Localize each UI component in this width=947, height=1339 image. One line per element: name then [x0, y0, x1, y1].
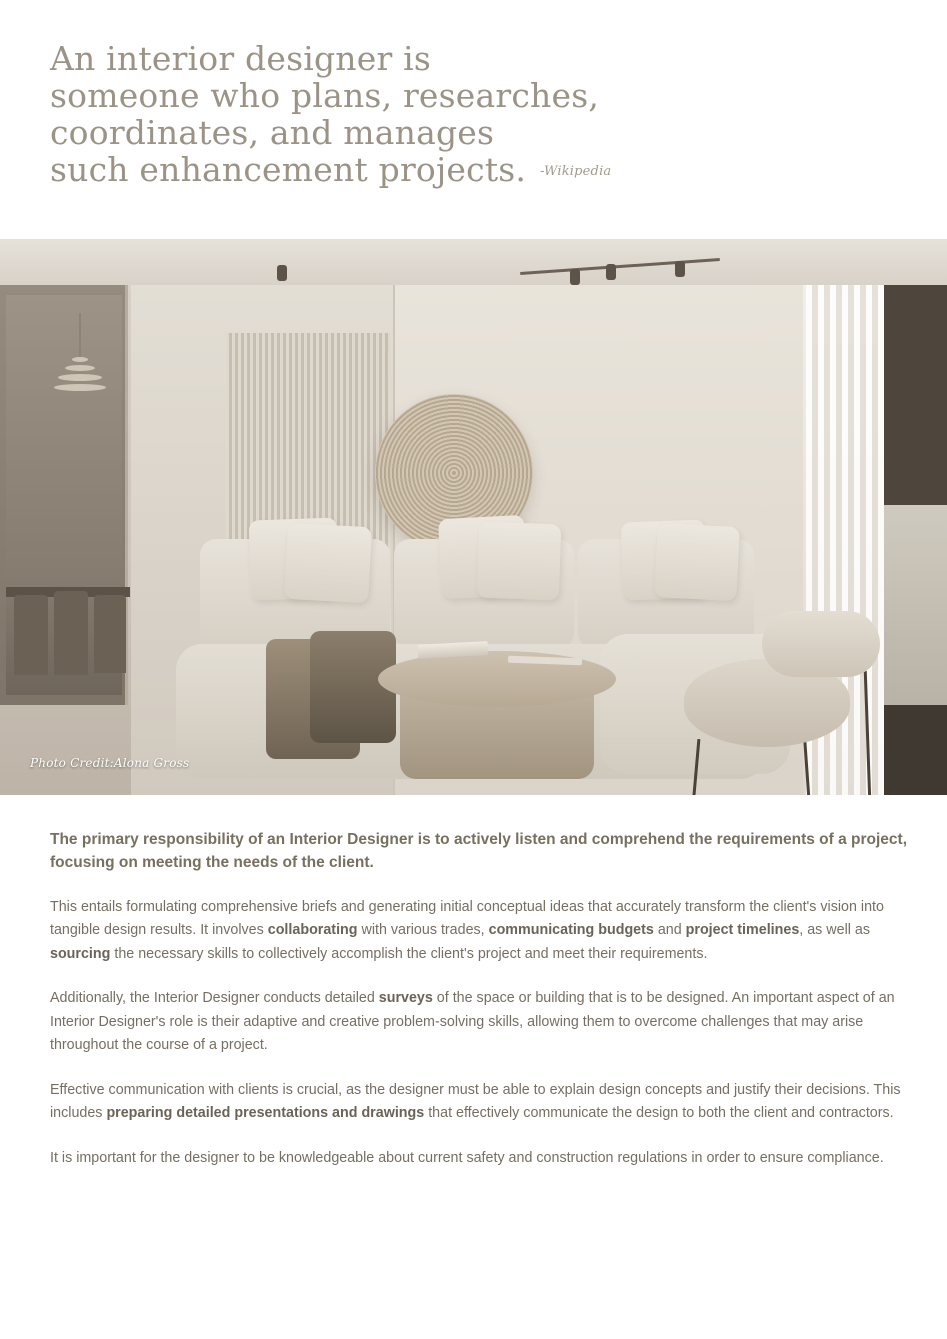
quote-line-3: coordinates, and manages	[50, 113, 495, 152]
emphasis-text: sourcing	[50, 945, 111, 962]
throw-pillow	[654, 523, 740, 601]
pull-quote	[50, 40, 670, 190]
dining-chair	[54, 591, 88, 675]
lede-paragraph: The primary responsibility of an Interior Designer is to actively listen and comprehend the requirements of a project, focusing on meeting the needs of the client.	[50, 830, 908, 871]
emphasis-text: preparing detailed presentations and drawings	[106, 1105, 425, 1121]
quote-line-2: someone who plans, researches,	[50, 76, 600, 115]
throw-pillow	[284, 523, 372, 603]
body-text: Additionally, the Interior Designer conducts detailed	[50, 990, 379, 1006]
body-text: It is important for the designer to be knowledgeable about current safety and construction regulations in order to ensure compliance.	[50, 1149, 884, 1166]
spotlight-icon	[606, 264, 616, 280]
pendant-cord	[79, 313, 81, 359]
dining-chair	[94, 595, 126, 673]
window-view	[884, 505, 947, 705]
spotlight-icon	[570, 269, 580, 285]
body-text: of the space or building that is to be designed. An important aspect of an Interior Designer's role is their adaptive and creative problem-solving skills, allowing them to overcome challenges that may arise throughout the course of a project.	[50, 990, 895, 1053]
pendant-lamp-icon	[54, 357, 106, 399]
dining-room-interior	[6, 295, 122, 695]
body-paragraph-1	[50, 896, 930, 967]
quote-line-4: such enhancement projects.	[50, 150, 527, 189]
dining-chair	[14, 595, 48, 675]
photo-credit: Photo Credit:Alona Gross	[30, 756, 190, 770]
body-paragraph-3	[50, 1079, 930, 1126]
throw-pillow	[477, 522, 562, 601]
body-text: Effective communication with clients is crucial, as the designer must be able to explain design concepts and justify their decisions. This includes	[50, 1081, 901, 1121]
body-text: , as well as	[799, 922, 870, 938]
body-text: the necessary skills to collectively accomplish the client's project and meet their requirements.	[110, 945, 708, 962]
hero-image	[0, 239, 947, 795]
body-text: and	[653, 922, 686, 938]
doorway-to-dining-room	[0, 285, 128, 705]
body-text: This entails formulating comprehensive briefs and generating initial conceptual ideas that accurately transform the client's vision into tangible design results. It involves	[50, 898, 884, 938]
spotlight-icon	[675, 261, 685, 277]
spotlight-icon	[277, 265, 287, 281]
quote-source: -Wikipedia	[540, 164, 612, 179]
body-paragraph-2	[50, 987, 930, 1058]
article-body	[50, 812, 930, 1191]
lounge-chair-back	[762, 611, 880, 677]
quote-line-1: An interior designer is	[50, 39, 432, 78]
body-text: that effectively communicate the design to both the client and contractors.	[424, 1105, 894, 1121]
emphasis-text: communicating budgets	[488, 922, 654, 938]
interior-scene	[0, 239, 947, 795]
body-text: with various trades,	[357, 922, 489, 938]
emphasis-text: project timelines	[685, 922, 800, 938]
emphasis-text: surveys	[378, 990, 433, 1006]
window-frame-lower	[884, 705, 947, 795]
window-frame-upper	[884, 285, 947, 505]
body-paragraph-4	[50, 1147, 930, 1171]
quote-line-4-row	[50, 151, 670, 190]
emphasis-text: collaborating	[267, 922, 358, 938]
